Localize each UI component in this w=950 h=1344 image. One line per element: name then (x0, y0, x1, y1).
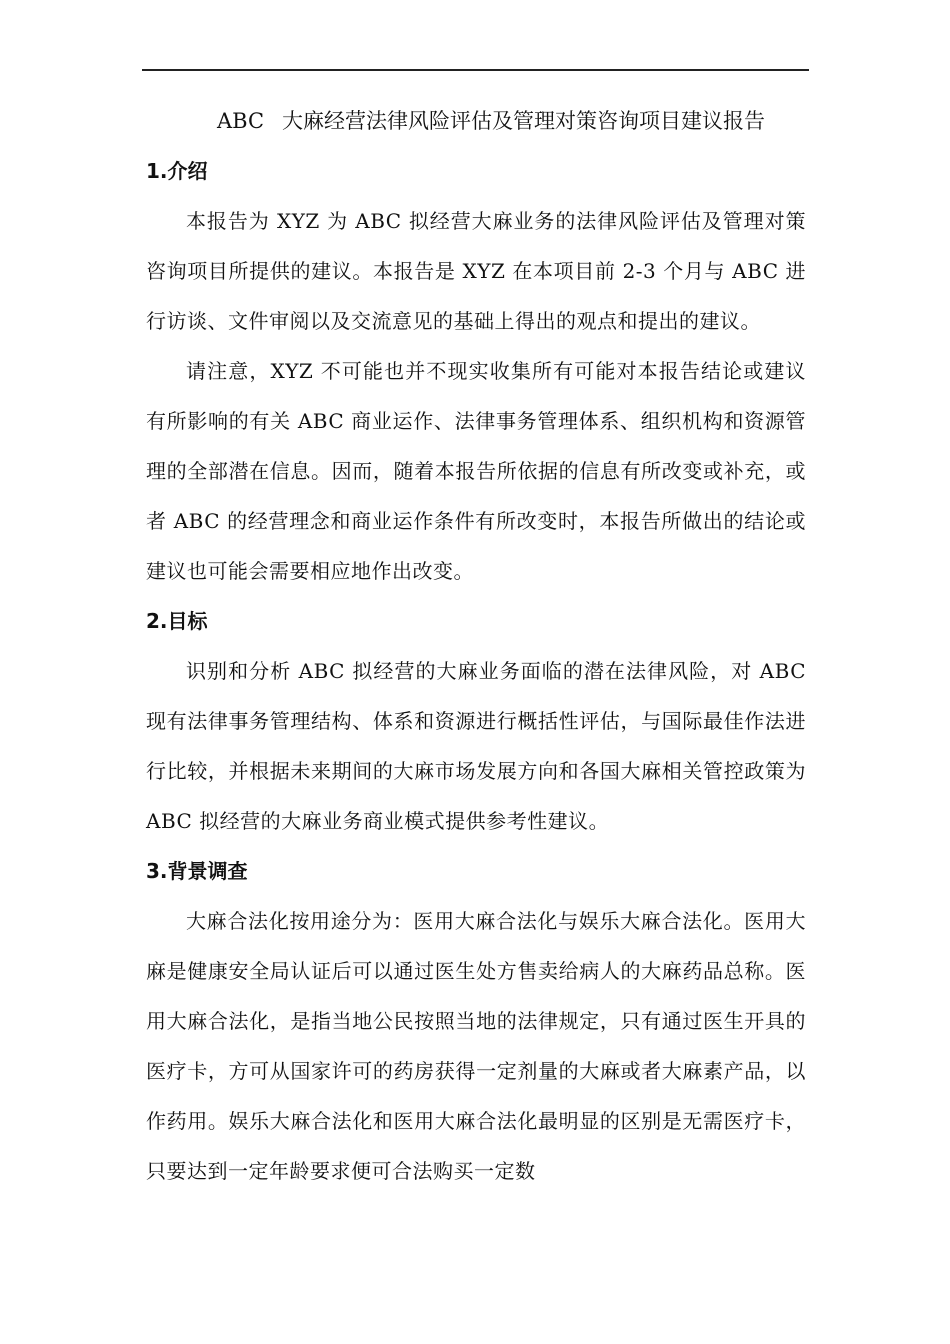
section-introduction (146, 146, 806, 596)
section-heading: 2.目标 (146, 609, 208, 633)
paragraph: 本报告为 XYZ 为 ABC 拟经营大麻业务的法律风险评估及管理对策咨询项目所提供的建议。本报告是 XYZ 在本项目前 2-3 个月与 ABC 进行访谈、文件审阅以及交流意见的基础上得出的观点和提出的建议。 (146, 209, 806, 333)
section-background (146, 846, 806, 1196)
document-title-main: 大麻经营法律风险评估及管理对策咨询项目建议报告 (282, 109, 766, 133)
section-objectives (146, 596, 806, 846)
document-title (146, 96, 806, 146)
header-rule (142, 69, 809, 71)
section-heading: 1.介绍 (146, 159, 208, 183)
document-title-prefix: ABC (216, 109, 265, 133)
section-heading: 3.背景调查 (146, 859, 248, 883)
paragraph: 识别和分析 ABC 拟经营的大麻业务面临的潜在法律风险，对 ABC 现有法律事务管理结构、体系和资源进行概括性评估，与国际最佳作法进行比较，并根据未来期间的大麻市场发展方向和各国大麻相关管控政策为 ABC 拟经营的大麻业务商业模式提供参考性建议。 (146, 659, 806, 833)
document-body (146, 96, 806, 1196)
paragraph: 大麻合法化按用途分为：医用大麻合法化与娱乐大麻合法化。医用大麻是健康安全局认证后可以通过医生处方售卖给病人的大麻药品总称。医用大麻合法化，是指当地公民按照当地的法律规定，只有通过医生开具的医疗卡，方可从国家许可的药房获得一定剂量的大麻或者大麻素产品，以作药用。娱乐大麻合法化和医用大麻合法化最明显的区别是无需医疗卡，只要达到一定年龄要求便可合法购买一定数 (146, 909, 806, 1183)
paragraph: 请注意，XYZ 不可能也并不现实收集所有可能对本报告结论或建议有所影响的有关 ABC 商业运作、法律事务管理体系、组织机构和资源管理的全部潜在信息。因而，随着本报告所依据的信息有所改变或补充，或者 ABC 的经营理念和商业运作条件有所改变时，本报告所做出的结论或建议也可能会需要相应地作出改变。 (146, 359, 806, 583)
